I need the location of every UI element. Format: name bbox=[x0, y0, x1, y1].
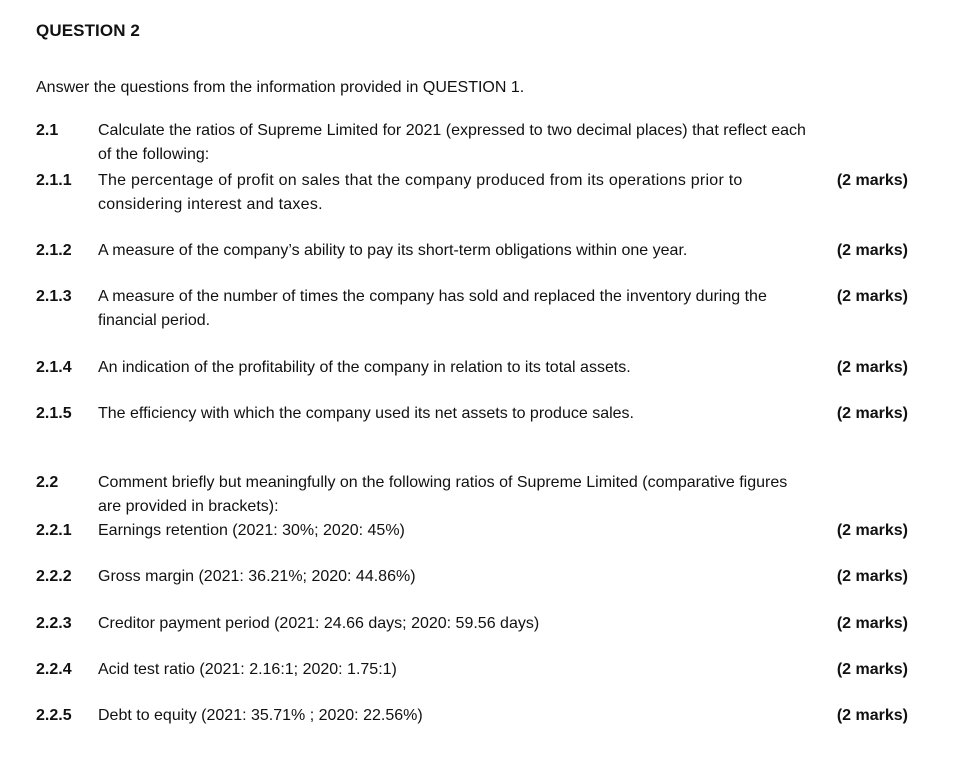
marks-label: (2 marks) bbox=[836, 707, 908, 724]
marks-label: (2 marks) bbox=[836, 615, 908, 632]
marks-label: (2 marks) bbox=[836, 661, 908, 678]
question-text: Comment briefly but meaningfully on the following ratios of Supreme Limited (comparative figures are provided in brackets): bbox=[98, 474, 788, 515]
intro-text: Answer the questions from the information provided in QUESTION 1. bbox=[36, 79, 525, 96]
question-text: Earnings retention (2021: 30%; 2020: 45%) bbox=[98, 522, 405, 539]
question-number: 2.2.5 bbox=[36, 707, 72, 724]
question-text: The percentage of profit on sales that the company produced from its operations prior to considering interest and taxes. bbox=[98, 172, 743, 213]
question-number: 2.1.2 bbox=[36, 242, 72, 259]
question-number: 2.2 bbox=[36, 474, 59, 491]
question-heading: QUESTION 2 bbox=[36, 21, 140, 40]
question-text: An indication of the profitability of the company in relation to its total assets. bbox=[98, 359, 631, 376]
marks-label: (2 marks) bbox=[836, 242, 908, 259]
question-number: 2.2.3 bbox=[36, 615, 72, 632]
question-number: 2.1.4 bbox=[36, 359, 72, 376]
question-text: Acid test ratio (2021: 2.16:1; 2020: 1.75:1) bbox=[98, 661, 397, 678]
question-text: A measure of the number of times the company has sold and replaced the inventory during the financial period. bbox=[98, 288, 767, 329]
question-number: 2.2.4 bbox=[36, 661, 72, 678]
question-number: 2.1.5 bbox=[36, 405, 72, 422]
question-text: The efficiency with which the company used its net assets to produce sales. bbox=[98, 405, 634, 422]
question-number: 2.1.3 bbox=[36, 288, 72, 305]
marks-label: (2 marks) bbox=[836, 405, 908, 422]
question-number: 2.2.1 bbox=[36, 522, 72, 539]
question-text: Creditor payment period (2021: 24.66 days; 2020: 59.56 days) bbox=[98, 615, 540, 632]
marks-label: (2 marks) bbox=[836, 288, 908, 305]
marks-label: (2 marks) bbox=[836, 568, 908, 585]
question-number: 2.1.1 bbox=[36, 172, 72, 189]
question-number: 2.1 bbox=[36, 122, 59, 139]
marks-label: (2 marks) bbox=[836, 172, 908, 189]
marks-label: (2 marks) bbox=[836, 522, 908, 539]
question-text: Gross margin (2021: 36.21%; 2020: 44.86%) bbox=[98, 568, 416, 585]
question-text: A measure of the company’s ability to pay its short-term obligations within one year. bbox=[98, 242, 688, 259]
marks-label: (2 marks) bbox=[836, 359, 908, 376]
question-text: Debt to equity (2021: 35.71% ; 2020: 22.56%) bbox=[98, 707, 423, 724]
question-text: Calculate the ratios of Supreme Limited for 2021 (expressed to two decimal places) that reflect each of the following: bbox=[98, 122, 806, 163]
question-number: 2.2.2 bbox=[36, 568, 72, 585]
